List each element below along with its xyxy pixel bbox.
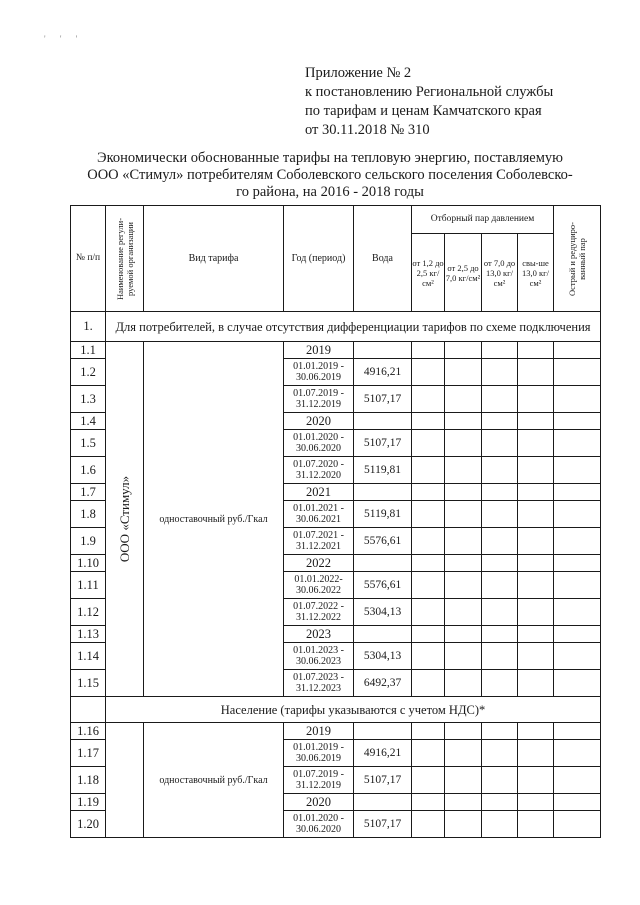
empty-cell (445, 457, 482, 484)
empty-cell (482, 723, 518, 740)
section2-label: Население (тарифы указываются с учетом НДС)* (106, 697, 601, 723)
period-cell: 01.07.2022 - 31.12.2022 (284, 599, 354, 626)
empty-cell (482, 528, 518, 555)
empty-cell (554, 811, 601, 838)
period-cell: 01.01.2020 - 30.06.2020 (284, 811, 354, 838)
water-value: 5107,17 (354, 386, 412, 413)
empty-cell (412, 484, 445, 501)
empty-cell (518, 740, 554, 767)
water-value: 5119,81 (354, 457, 412, 484)
section1-num: 1. (71, 312, 106, 342)
header-steam-3: от 7,0 до 13,0 кг/см² (482, 234, 518, 312)
empty-cell (482, 626, 518, 643)
empty-cell (482, 342, 518, 359)
empty-cell (482, 643, 518, 670)
header-sharp-steam-text: Острый и редуциро-ванный пар (567, 221, 588, 296)
row-num: 1.18 (71, 767, 106, 794)
empty-cell (554, 359, 601, 386)
tariff-table (70, 205, 601, 838)
empty-cell (412, 342, 445, 359)
empty-cell (445, 767, 482, 794)
water-value: 5304,13 (354, 599, 412, 626)
table-row (71, 723, 601, 740)
organization-name: ООО «Стимул» (116, 475, 132, 563)
header-water: Вода (354, 206, 412, 312)
title-line: ООО «Стимул» потребителям Соболевского сельского поселения Соболевско- (87, 167, 573, 183)
empty-cell (445, 811, 482, 838)
header-tariff-type: Вид тарифа (144, 206, 284, 312)
empty-cell (554, 501, 601, 528)
row-num: 1.13 (71, 626, 106, 643)
empty-cell (412, 626, 445, 643)
empty-cell (482, 430, 518, 457)
water-value (354, 555, 412, 572)
row-num: 1.3 (71, 386, 106, 413)
row-num: 1.1 (71, 342, 106, 359)
empty-cell (482, 670, 518, 697)
empty-cell (518, 386, 554, 413)
empty-cell (518, 599, 554, 626)
period-cell: 2020 (284, 794, 354, 811)
tariff-type-cell: одноставочный руб./Гкал (144, 342, 284, 697)
empty-cell (412, 794, 445, 811)
period-cell: 01.07.2021 - 31.12.2021 (284, 528, 354, 555)
empty-cell (554, 643, 601, 670)
period-cell: 01.01.2020 - 30.06.2020 (284, 430, 354, 457)
empty-cell (445, 723, 482, 740)
tariff-type-cell: одноставочный руб./Гкал (144, 723, 284, 838)
period-cell: 01.07.2020 - 31.12.2020 (284, 457, 354, 484)
water-value: 4916,21 (354, 740, 412, 767)
row-num: 1.5 (71, 430, 106, 457)
empty-cell (482, 413, 518, 430)
empty-cell (518, 794, 554, 811)
period-cell: 2023 (284, 626, 354, 643)
water-value: 4916,21 (354, 359, 412, 386)
organization-cell-empty (106, 723, 144, 838)
empty-cell (482, 794, 518, 811)
header-org (106, 206, 144, 312)
empty-cell (412, 811, 445, 838)
empty-cell (445, 643, 482, 670)
empty-cell (412, 599, 445, 626)
row-num: 1.9 (71, 528, 106, 555)
empty-cell (518, 528, 554, 555)
period-cell: 2019 (284, 342, 354, 359)
empty-cell (518, 811, 554, 838)
empty-cell (518, 430, 554, 457)
period-cell: 01.01.2019 - 30.06.2019 (284, 359, 354, 386)
period-cell: 01.01.2021 - 30.06.2021 (284, 501, 354, 528)
row-num: 1.17 (71, 740, 106, 767)
empty-cell (412, 457, 445, 484)
section2-row (71, 697, 601, 723)
empty-cell (554, 599, 601, 626)
period-cell: 2021 (284, 484, 354, 501)
row-num: 1.11 (71, 572, 106, 599)
empty-cell (482, 457, 518, 484)
period-cell: 01.01.2023 - 30.06.2023 (284, 643, 354, 670)
period-cell: 2020 (284, 413, 354, 430)
empty-cell (445, 794, 482, 811)
empty-cell (412, 572, 445, 599)
empty-cell (482, 811, 518, 838)
header-steam-2: от 2,5 до 7,0 кг/см² (445, 234, 482, 312)
empty-cell (482, 572, 518, 599)
empty-cell (554, 555, 601, 572)
empty-cell (445, 342, 482, 359)
empty-cell (445, 528, 482, 555)
empty-cell (482, 386, 518, 413)
empty-cell (445, 484, 482, 501)
empty-cell (482, 599, 518, 626)
table-row (71, 342, 601, 359)
header-org-text: Наименование регули-руемой организации (114, 217, 135, 300)
empty-cell (518, 413, 554, 430)
empty-cell (554, 626, 601, 643)
period-cell: 01.01.2022- 30.06.2022 (284, 572, 354, 599)
row-num: 1.10 (71, 555, 106, 572)
row-num: 1.20 (71, 811, 106, 838)
water-value (354, 794, 412, 811)
empty-cell (445, 430, 482, 457)
empty-cell (554, 740, 601, 767)
empty-cell (554, 342, 601, 359)
water-value: 5107,17 (354, 811, 412, 838)
empty-cell (518, 359, 554, 386)
empty-cell (554, 413, 601, 430)
empty-cell (412, 430, 445, 457)
empty-cell (518, 457, 554, 484)
empty-cell (445, 626, 482, 643)
empty-cell (554, 572, 601, 599)
empty-cell (445, 740, 482, 767)
empty-cell (482, 555, 518, 572)
water-value: 5576,61 (354, 528, 412, 555)
water-value: 5107,17 (354, 430, 412, 457)
header-period: Год (период) (284, 206, 354, 312)
empty-cell (445, 413, 482, 430)
empty-cell (482, 767, 518, 794)
empty-cell (518, 723, 554, 740)
water-value (354, 342, 412, 359)
empty-cell (554, 457, 601, 484)
empty-cell (554, 794, 601, 811)
section2-num-empty (71, 697, 106, 723)
appendix-line: Приложение № 2 (305, 65, 412, 81)
section1-label: Для потребителей, в случае отсутствия дифференциации тарифов по схеме подключения (106, 312, 601, 342)
empty-cell (554, 723, 601, 740)
row-num: 1.7 (71, 484, 106, 501)
row-num: 1.15 (71, 670, 106, 697)
empty-cell (518, 626, 554, 643)
title-line: го района, на 2016 - 2018 годы (236, 184, 424, 200)
empty-cell (412, 555, 445, 572)
row-num: 1.6 (71, 457, 106, 484)
header-num: № п/п (71, 206, 106, 312)
period-cell: 2019 (284, 723, 354, 740)
water-value: 5107,17 (354, 767, 412, 794)
header-sharp-steam (554, 206, 601, 312)
empty-cell (554, 484, 601, 501)
period-cell: 01.07.2023 - 31.12.2023 (284, 670, 354, 697)
row-num: 1.12 (71, 599, 106, 626)
empty-cell (412, 386, 445, 413)
empty-cell (554, 767, 601, 794)
period-cell: 01.07.2019 - 31.12.2019 (284, 386, 354, 413)
title-line: Экономически обоснованные тарифы на тепловую энергию, поставляемую (97, 150, 563, 166)
water-value (354, 484, 412, 501)
row-num: 1.14 (71, 643, 106, 670)
empty-cell (518, 767, 554, 794)
water-value: 5304,13 (354, 643, 412, 670)
appendix-block (305, 64, 553, 140)
empty-cell (518, 670, 554, 697)
empty-cell (412, 528, 445, 555)
appendix-line: от 30.11.2018 № 310 (305, 122, 430, 138)
appendix-line: к постановлению Региональной службы (305, 84, 554, 100)
water-value (354, 626, 412, 643)
empty-cell (518, 501, 554, 528)
empty-cell (445, 555, 482, 572)
water-value: 5119,81 (354, 501, 412, 528)
period-cell: 01.07.2019 - 31.12.2019 (284, 767, 354, 794)
empty-cell (482, 740, 518, 767)
empty-cell (554, 528, 601, 555)
empty-cell (518, 342, 554, 359)
scan-marks: ' ' ' (44, 34, 84, 44)
empty-cell (412, 643, 445, 670)
period-cell: 2022 (284, 555, 354, 572)
empty-cell (445, 670, 482, 697)
empty-cell (445, 501, 482, 528)
appendix-line: по тарифам и ценам Камчатского края (305, 103, 542, 119)
empty-cell (412, 359, 445, 386)
water-value (354, 413, 412, 430)
empty-cell (482, 501, 518, 528)
row-num: 1.4 (71, 413, 106, 430)
empty-cell (445, 572, 482, 599)
empty-cell (554, 430, 601, 457)
empty-cell (445, 386, 482, 413)
empty-cell (412, 740, 445, 767)
period-cell: 01.01.2019 - 30.06.2019 (284, 740, 354, 767)
empty-cell (482, 484, 518, 501)
water-value: 5576,61 (354, 572, 412, 599)
row-num: 1.2 (71, 359, 106, 386)
water-value (354, 723, 412, 740)
empty-cell (518, 643, 554, 670)
header-steam-1: от 1,2 до 2,5 кг/см² (412, 234, 445, 312)
row-num: 1.19 (71, 794, 106, 811)
empty-cell (412, 670, 445, 697)
row-num: 1.8 (71, 501, 106, 528)
empty-cell (412, 501, 445, 528)
header-steam-group: Отборный пар давлением (412, 206, 554, 234)
empty-cell (412, 723, 445, 740)
empty-cell (445, 359, 482, 386)
row-num: 1.16 (71, 723, 106, 740)
empty-cell (445, 599, 482, 626)
empty-cell (518, 572, 554, 599)
empty-cell (412, 413, 445, 430)
empty-cell (518, 555, 554, 572)
organization-cell (106, 342, 144, 697)
water-value: 6492,37 (354, 670, 412, 697)
empty-cell (518, 484, 554, 501)
header-steam-4: свы-ше 13,0 кг/см² (518, 234, 554, 312)
empty-cell (482, 359, 518, 386)
document-title (60, 150, 600, 201)
empty-cell (554, 386, 601, 413)
empty-cell (412, 767, 445, 794)
empty-cell (554, 670, 601, 697)
